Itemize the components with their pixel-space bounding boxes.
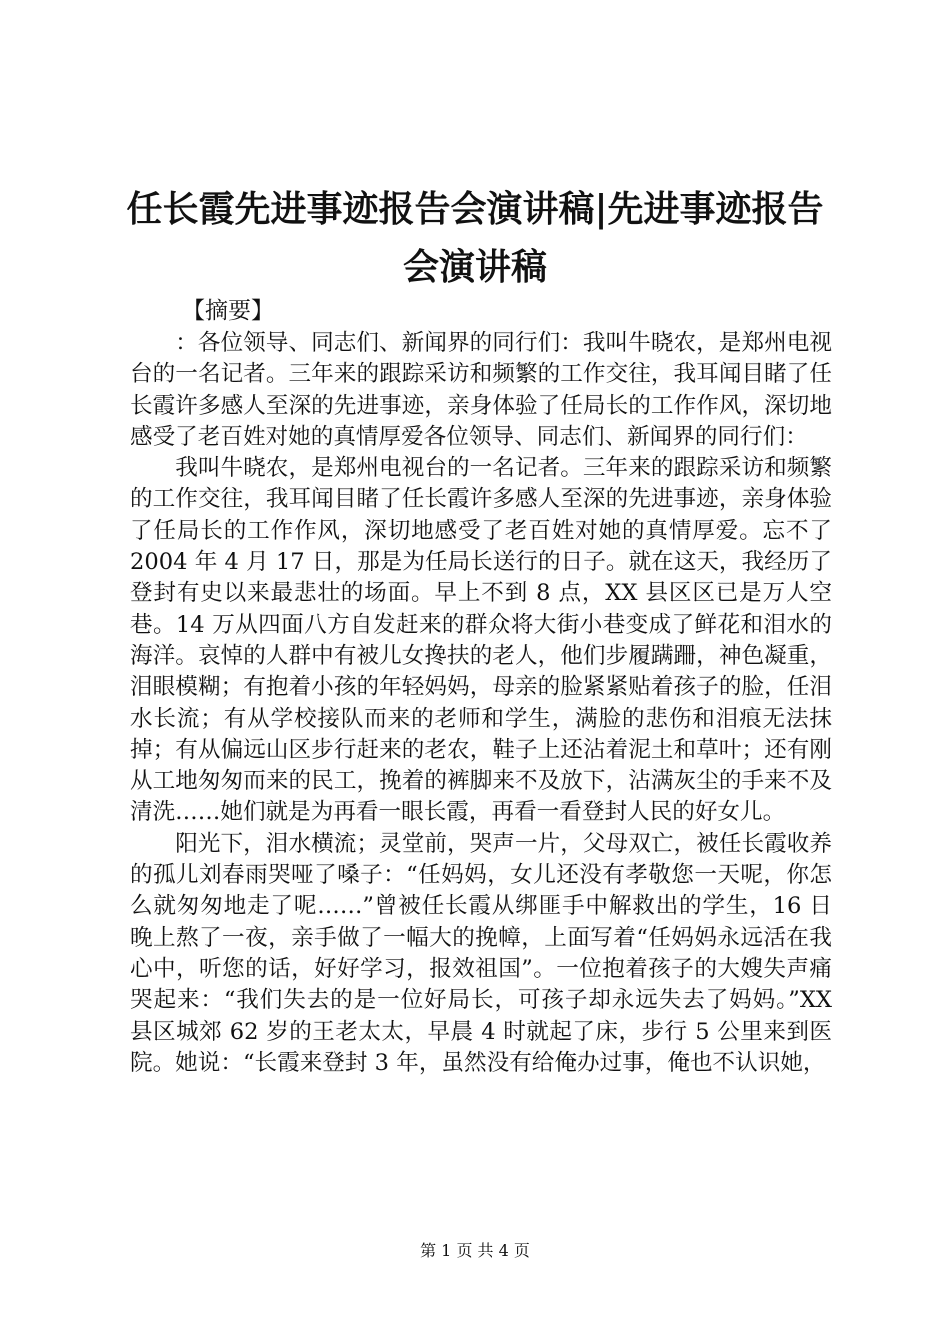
paragraph-1: ：各位领导、同志们、新闻界的同行们：我叫牛晓农，是郑州电视台的一名记者。三年来的跟踪采访和频繁的工作交往，我耳闻目睹了任长霞许多感人至深的先进事迹，亲身体验了任局长的工作作风，深切地感受了老百姓对她的真情厚爱各位领导、同志们、新闻界的同行们： [130, 330, 832, 450]
abstract-label: 【摘要】 [182, 298, 274, 324]
paragraph-2: 我叫牛晓农，是郑州电视台的一名记者。三年来的跟踪采访和频繁的工作交往，我耳闻目睹了任长霞许多感人至深的先进事迹，亲身体验了任局长的工作作风，深切地感受了老百姓对她的真情厚爱。忘不了 2004 年 4 月 17 日，那是为任局长送行的日子。就在这天，我经历了登封有史以来最悲壮的场面。早上不到 8 点，XX 县区区已是万人空巷。14 万从四面八方自发赶来的群众将大街小巷变成了鲜花和泪水的海洋。哀悼的人群中有被儿女搀扶的老人，他们步履蹒跚，神色凝重，泪眼模糊；有抱着小孩的年轻妈妈，母亲的脸紧紧贴着孩子的脸，任泪水长流；有从学校接队而来的老师和学生，满脸的悲伤和泪痕无法抹掉；有从偏远山区步行赶来的老农，鞋子上还沾着泥土和草叶；还有刚从工地匆匆而来的民工，挽着的裤脚来不及放下，沾满灰尘的手来不及清洗……她们就是为再看一眼长霞，再看一看登封人民的好女儿。 [130, 455, 832, 826]
document-body [130, 328, 832, 1079]
document-title: 任长霞先进事迹报告会演讲稿|先进事迹报告会演讲稿 [126, 188, 824, 288]
paragraph-3: 阳光下，泪水横流；灵堂前，哭声一片，父母双亡，被任长霞收养的孤儿刘春雨哭哑了嗓子：“任妈妈，女儿还没有孝敬您一天呢，你怎么就匆匆地走了呢……”曾被任长霞从绑匪手中解救出的学生，16 日晚上熬了一夜，亲手做了一幅大的挽幛，上面写着“任妈妈永远活在我心中，听您的话，好好学习，报效祖国”。一位抱着孩子的大嫂失声痛哭起来：“我们失去的是一位好局长，可孩子却永远失去了妈妈。”XX 县区城郊 62 岁的王老太太，早晨 4 时就起了床，步行 5 公里来到医院。她说：“长霞来登封 3 年，虽然没有给俺办过事，俺也不认识她， [130, 830, 832, 1076]
page-footer: 第 1 页 共 4 页 [420, 1241, 530, 1260]
